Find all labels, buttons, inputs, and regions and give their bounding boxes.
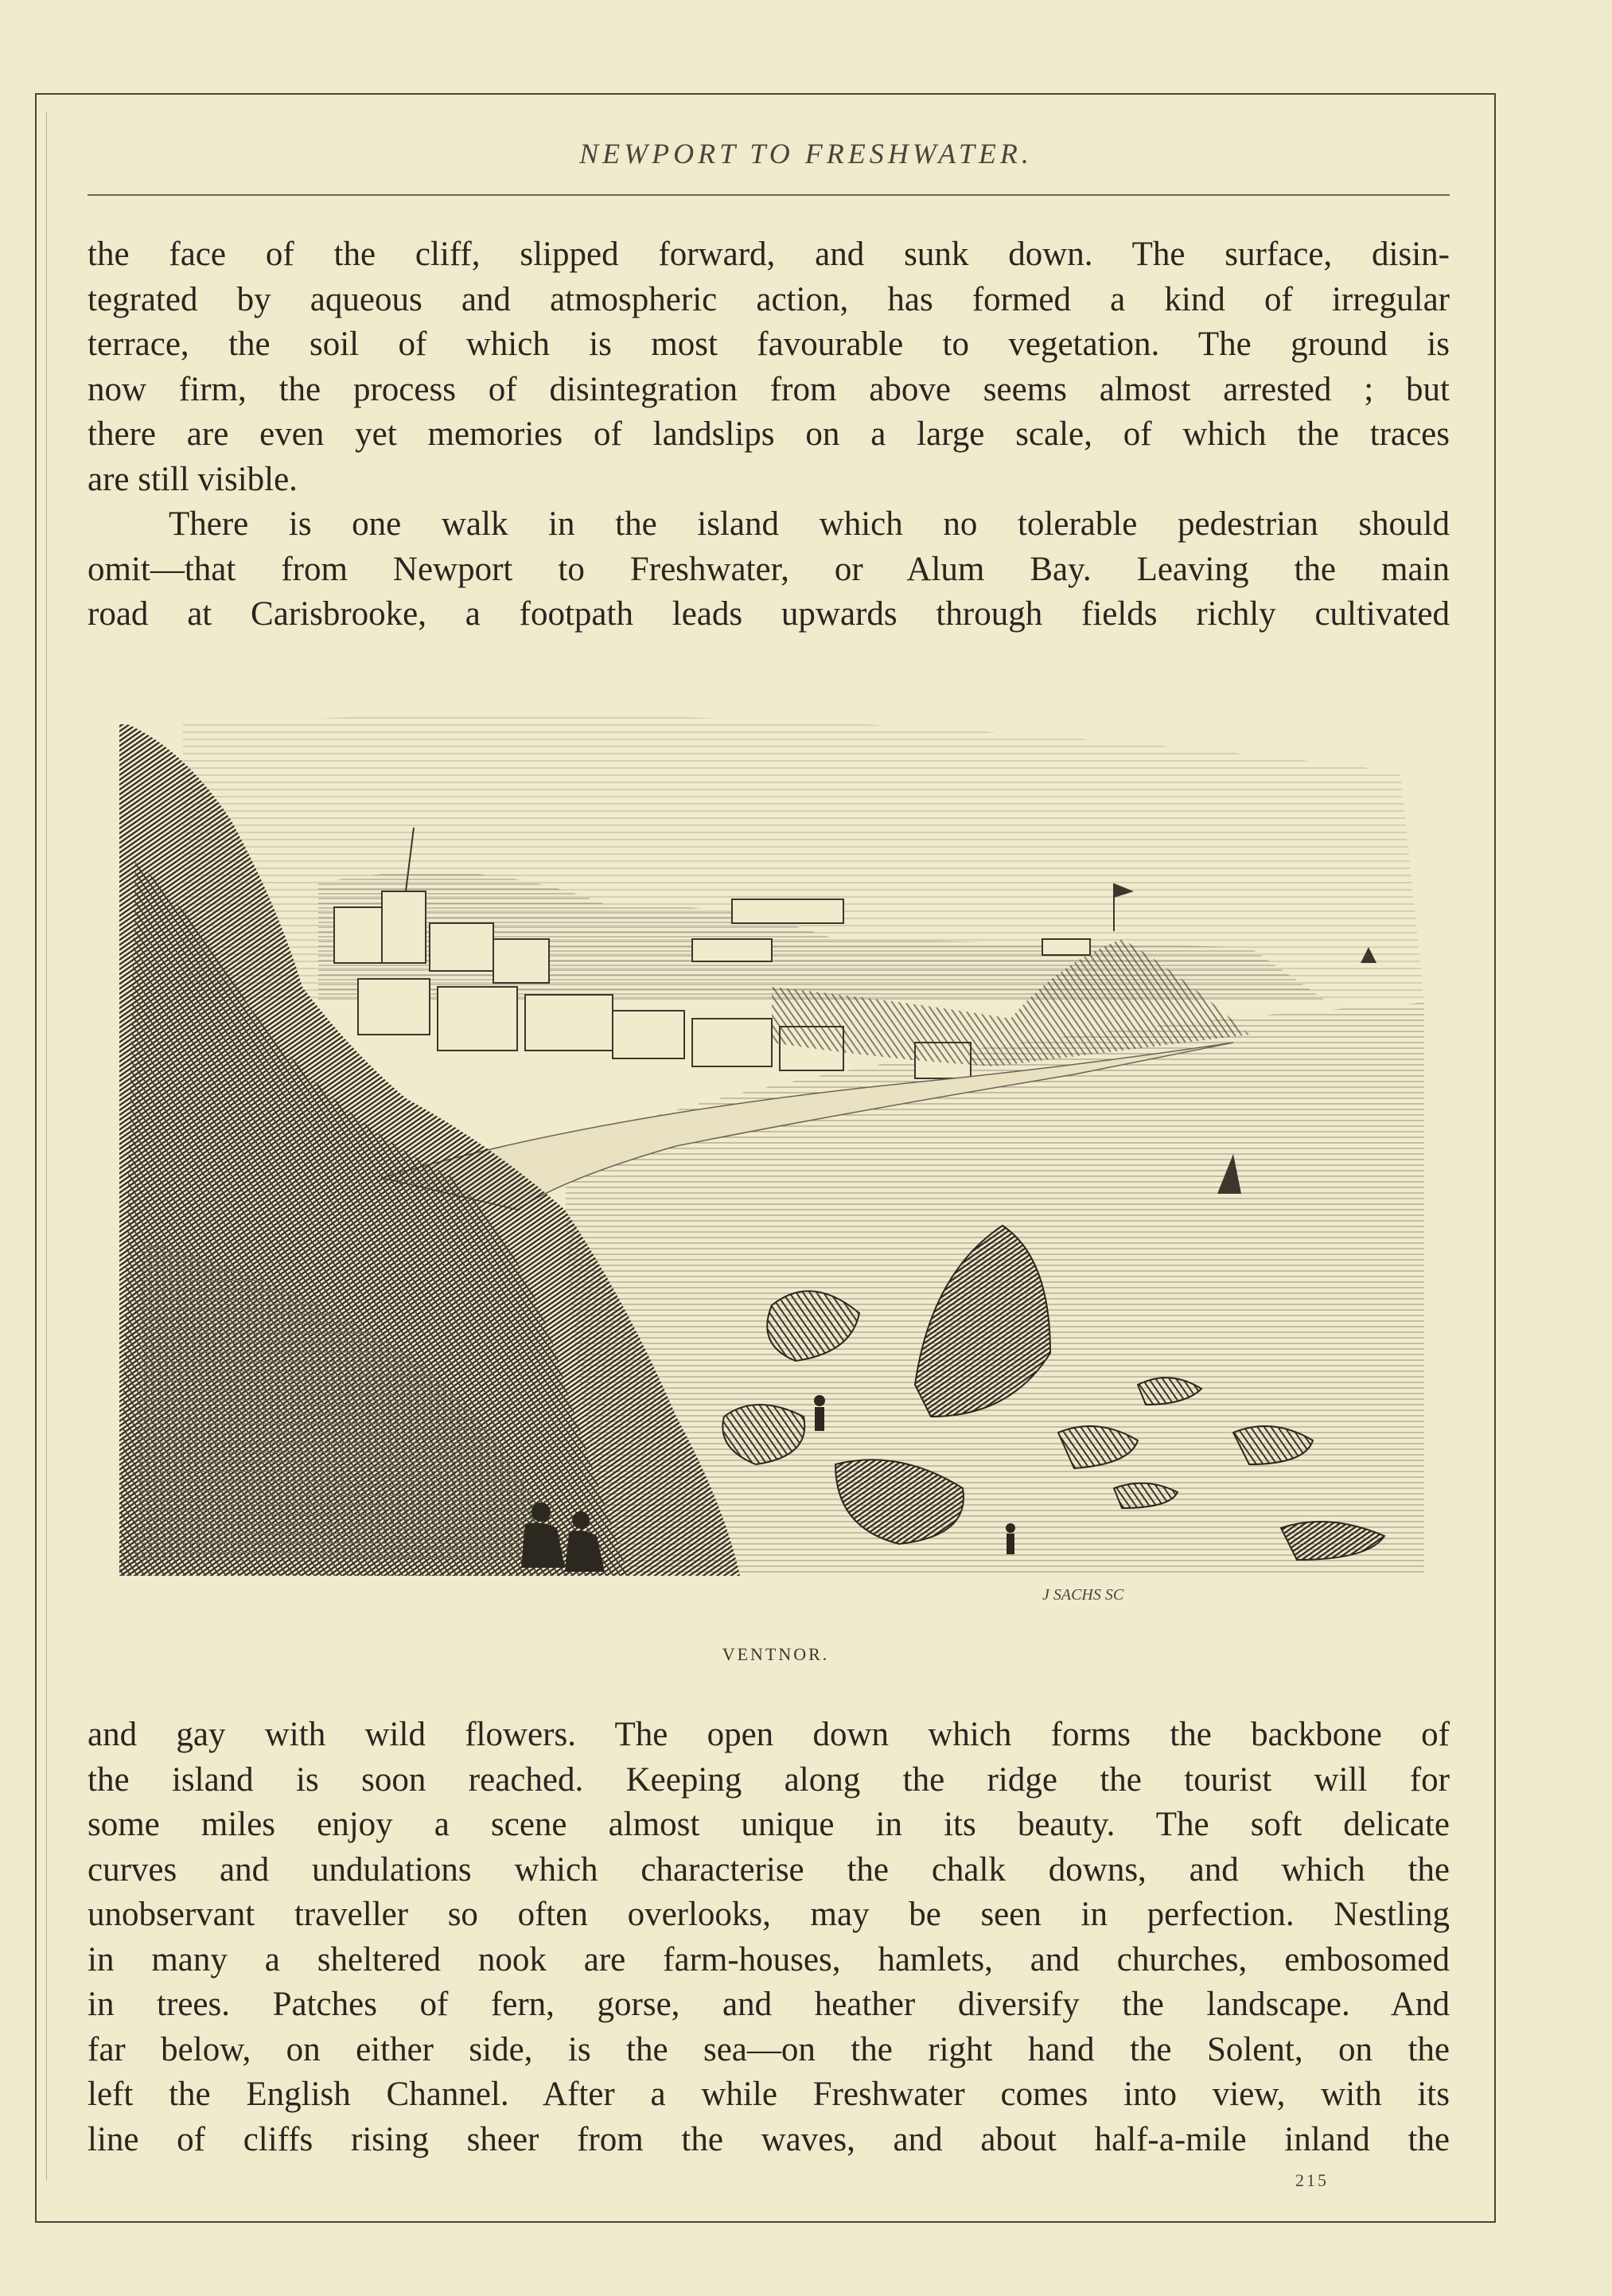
text-line: in many a sheltered nook are farm-houses, hamlets, and churches, embosomed bbox=[88, 1940, 1450, 1978]
text-line: tegrated by aqueous and atmospheric action, has formed a kind of irregular bbox=[88, 280, 1450, 318]
running-head: NEWPORT TO FRESHWATER. bbox=[579, 138, 1033, 170]
text-line: some miles enjoy a scene almost unique in its beauty. The soft delicate bbox=[88, 1806, 1450, 1843]
body-text-top bbox=[88, 232, 1450, 637]
illustration-caption: VENTNOR. bbox=[722, 1644, 830, 1664]
text-line: the face of the cliff, slipped forward, and sunk down. The surface, disin- bbox=[88, 236, 1450, 273]
text-line: and gay with wild flowers. The open down which forms the backbone of bbox=[88, 1716, 1450, 1753]
page-number: 215 bbox=[1295, 2170, 1329, 2190]
text-line: left the English Channel. After a while Freshwater comes into view, with its bbox=[88, 2076, 1450, 2113]
gutter-line bbox=[46, 111, 47, 2181]
text-line: far below, on either side, is the sea—on the right hand the Solent, on the bbox=[88, 2030, 1450, 2068]
text-line: in trees. Patches of fern, gorse, and heather diversify the landscape. And bbox=[88, 1986, 1450, 2023]
text-line: There is one walk in the island which no tolerable pedestrian should bbox=[169, 505, 1450, 543]
head-rule bbox=[88, 194, 1450, 196]
text-line: terrace, the soil of which is most favourable to vegetation. The ground is bbox=[88, 325, 1450, 363]
text-line: line of cliffs rising sheer from the waves, and about half-a-mile inland the bbox=[88, 2120, 1450, 2158]
text-line: unobservant traveller so often overlooks, may be seen in perfection. Nestling bbox=[88, 1896, 1450, 1933]
text-line: the island is soon reached. Keeping along the ridge the tourist will for bbox=[88, 1760, 1450, 1799]
text-line: now firm, the process of disintegration from above seems almost arrested ; but bbox=[88, 370, 1450, 408]
body-text-bottom bbox=[88, 1713, 1450, 2162]
ventnor-engraving bbox=[119, 700, 1432, 1624]
text-line: omit—that from Newport to Freshwater, or Alum Bay. Leaving the main bbox=[88, 550, 1450, 588]
text-line: are still visible. bbox=[88, 460, 298, 498]
text-line: road at Carisbrooke, a footpath leads upwards through fields richly cultivated bbox=[88, 595, 1450, 633]
text-line: curves and undulations which characterise the chalk downs, and which the bbox=[88, 1850, 1450, 1889]
text-line: there are even yet memories of landslips on a large scale, of which the traces bbox=[88, 415, 1450, 453]
engraver-signature: J SACHS SC bbox=[1042, 1586, 1124, 1604]
